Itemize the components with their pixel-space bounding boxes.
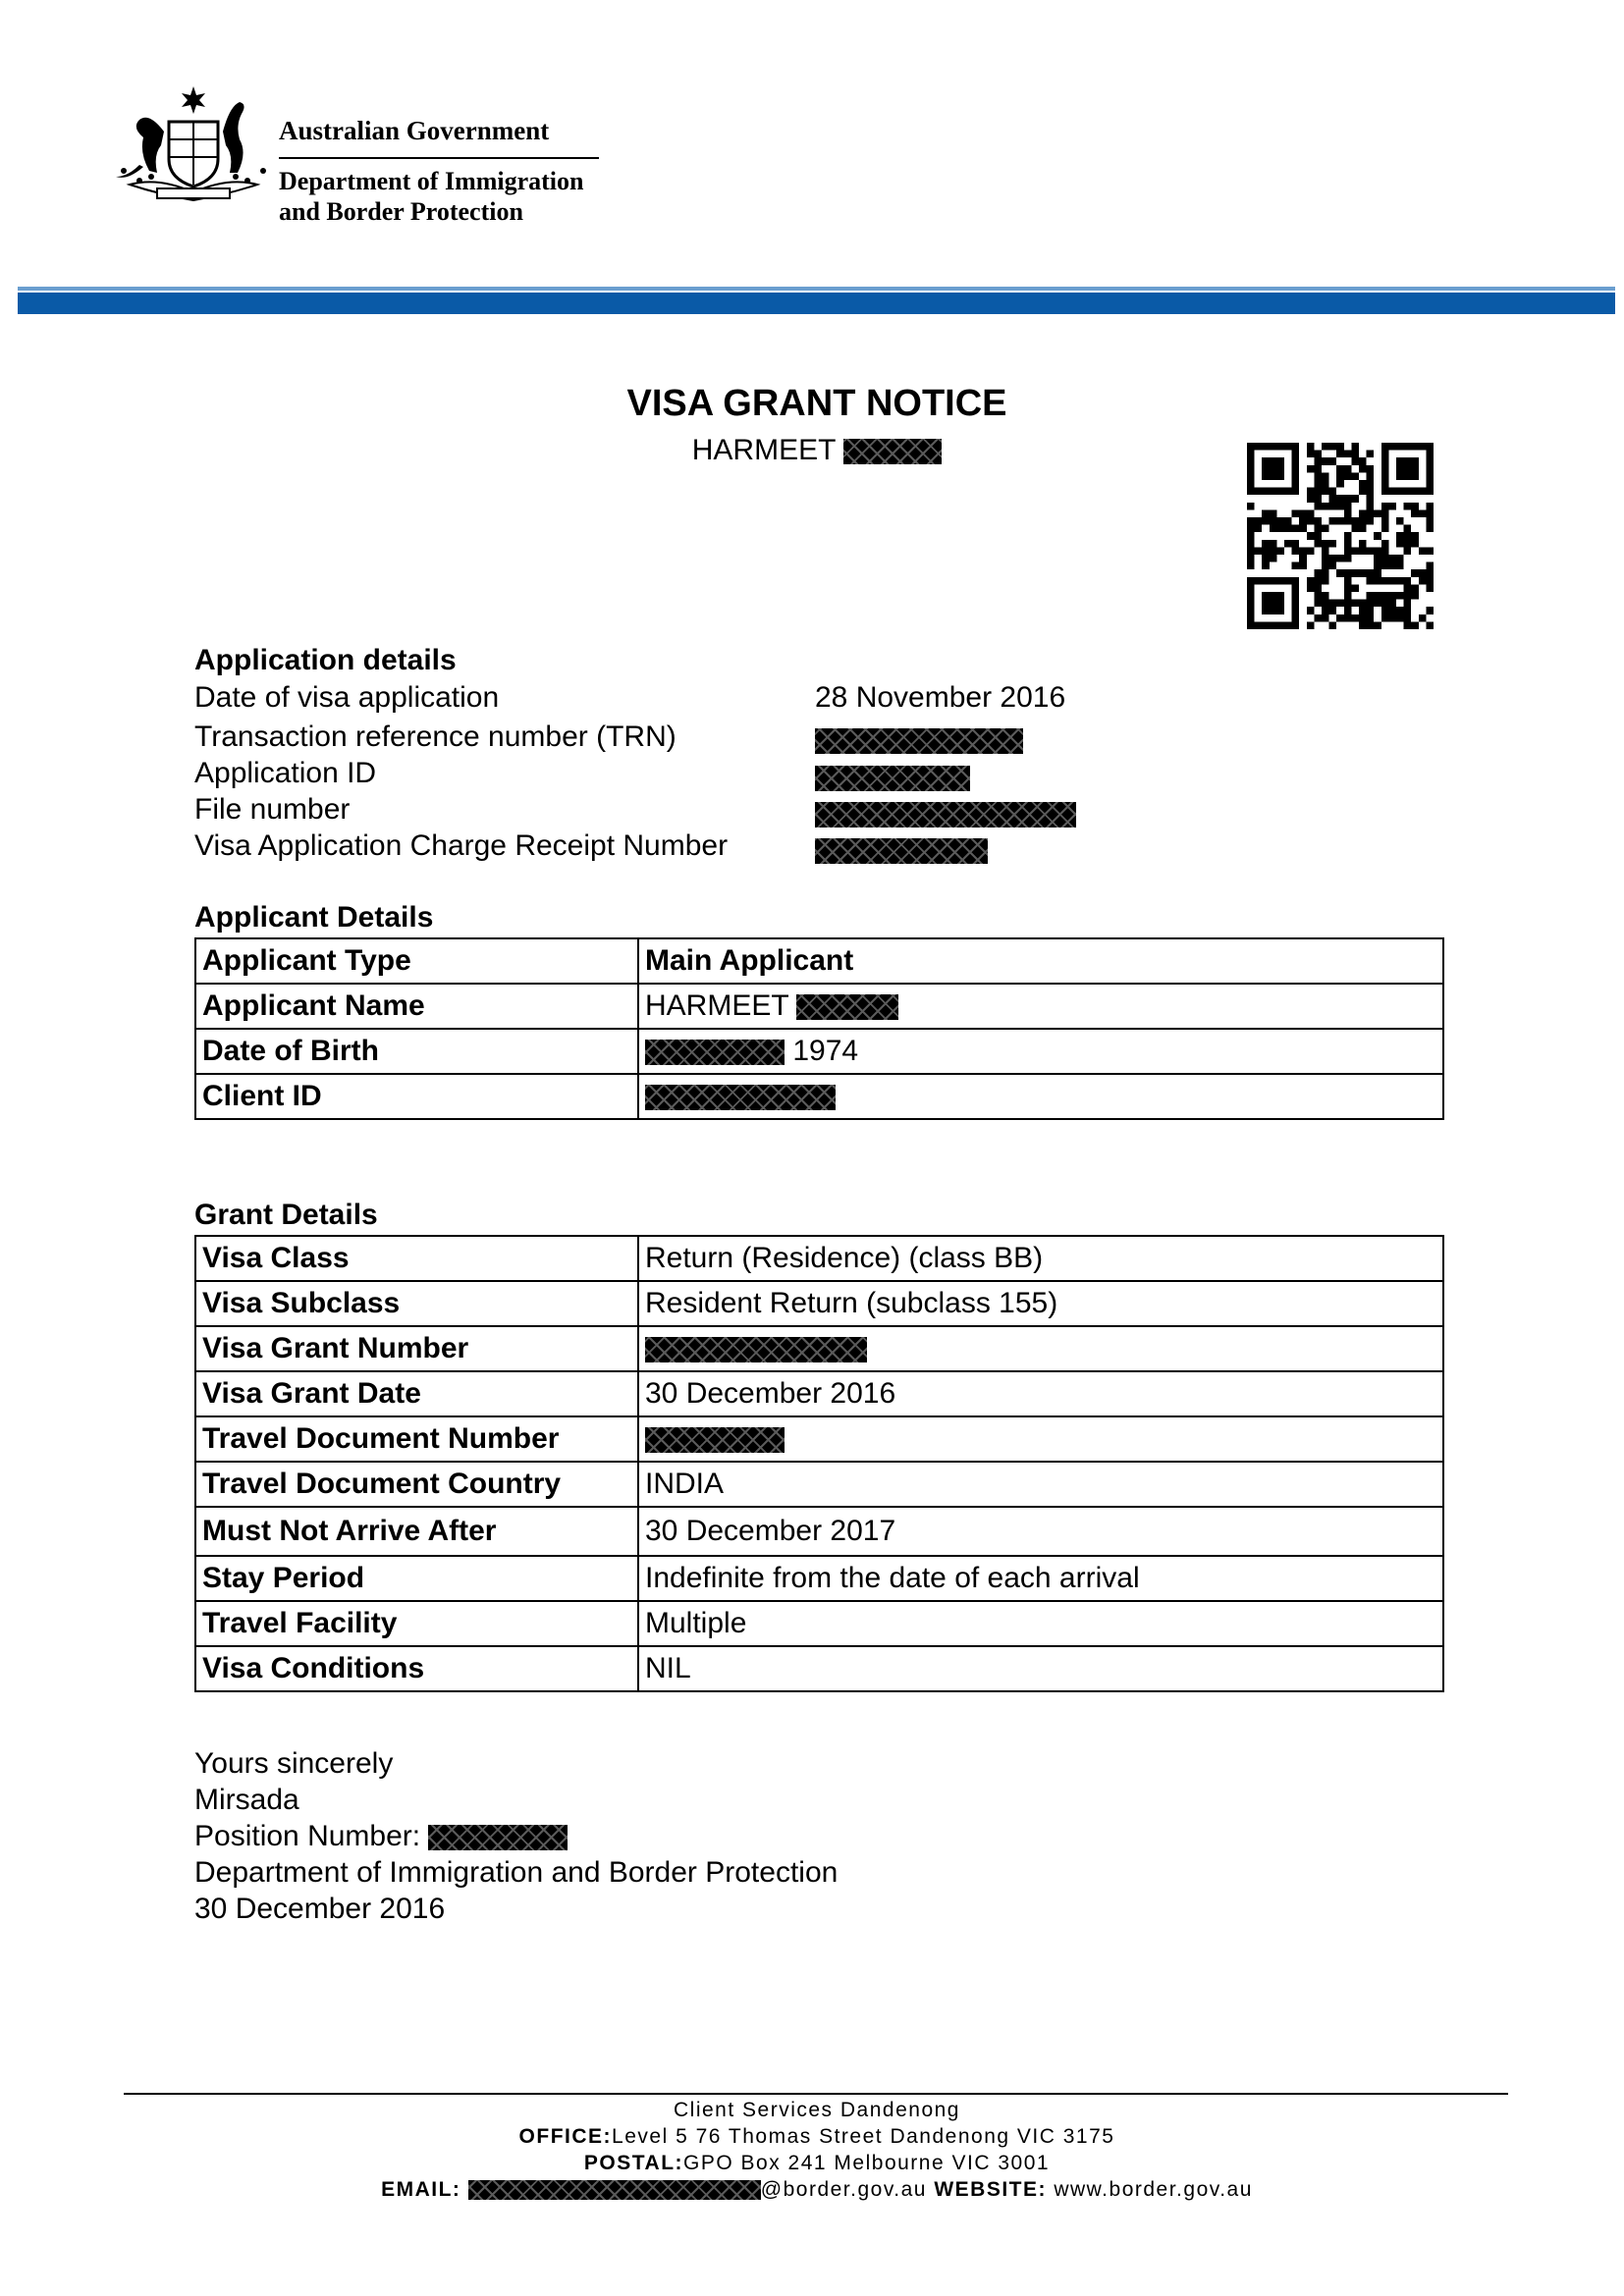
coat-of-arms-logo [110, 82, 277, 206]
position-number-label: Position Number: [194, 1820, 421, 1852]
table-key: Must Not Arrive After [195, 1507, 638, 1556]
app-detail-label: Date of visa application [194, 681, 500, 714]
table-row [195, 1556, 1443, 1601]
redacted-surname [843, 439, 942, 464]
table-value [638, 1029, 1443, 1074]
redacted-email-user [468, 2180, 761, 2200]
footer-website-link[interactable]: www.border.gov.au [1054, 2178, 1253, 2201]
table-key: Date of Birth [195, 1029, 638, 1074]
table-row [195, 1371, 1443, 1416]
redacted-file-number [815, 802, 1076, 828]
redacted-application-id [815, 766, 970, 791]
table-key: Stay Period [195, 1556, 638, 1601]
redacted-travel-document-number [645, 1427, 785, 1453]
redacted-surname [796, 994, 898, 1020]
app-detail-label: Application ID [194, 757, 377, 789]
table-value: Multiple [638, 1601, 1443, 1646]
footer-postal-address: GPO Box 241 Melbourne VIC 3001 [683, 2152, 1051, 2174]
table-key: Client ID [195, 1074, 638, 1119]
department-name-line2: and Border Protection [279, 197, 523, 226]
header-divider [279, 157, 599, 159]
redacted-trn [815, 728, 1023, 754]
closing-line: Yours sincerely [194, 1747, 394, 1780]
department-name-line1: Department of Immigration [279, 167, 584, 195]
table-value [638, 1326, 1443, 1371]
redacted-client-id [645, 1085, 836, 1110]
redacted-birth-date [645, 1040, 785, 1065]
table-key: Visa Conditions [195, 1646, 638, 1691]
redacted-receipt-number [815, 838, 988, 864]
table-value: Indefinite from the date of each arrival [638, 1556, 1443, 1601]
table-key: Visa Grant Number [195, 1326, 638, 1371]
table-key: Travel Facility [195, 1601, 638, 1646]
footer-website-label: WEBSITE: [934, 2178, 1047, 2201]
table-row [195, 1029, 1443, 1074]
footer-office-label: OFFICE: [518, 2125, 613, 2148]
table-value: Resident Return (subclass 155) [638, 1281, 1443, 1326]
table-value: Main Applicant [638, 938, 1443, 984]
signatory-department: Department of Immigration and Border Protection [194, 1856, 839, 1889]
table-row [195, 1326, 1443, 1371]
table-key: Applicant Type [195, 938, 638, 984]
table-key: Travel Document Country [195, 1462, 638, 1507]
grant-details-heading: Grant Details [194, 1199, 378, 1231]
table-row [195, 1416, 1443, 1462]
footer-postal-line [0, 2152, 1624, 2175]
footer-contact-line [0, 2178, 1624, 2202]
footer-divider [124, 2093, 1508, 2095]
table-key: Applicant Name [195, 984, 638, 1029]
signatory-name: Mirsada [194, 1784, 299, 1816]
redacted-position-number [428, 1825, 568, 1850]
table-row [195, 1236, 1443, 1281]
page-title: VISA GRANT NOTICE [626, 383, 1007, 424]
table-row [195, 1281, 1443, 1326]
header-banner-highlight [18, 287, 1615, 291]
table-value: 30 December 2016 [638, 1371, 1443, 1416]
birth-year-value: 1974 [792, 1035, 859, 1067]
redacted-grant-number [645, 1337, 867, 1362]
app-detail-label: Visa Application Charge Receipt Number [194, 829, 729, 862]
table-row [195, 1601, 1443, 1646]
footer-office-line [0, 2125, 1624, 2149]
table-row [195, 1507, 1443, 1556]
grant-details-table [194, 1235, 1444, 1692]
qr-code [1247, 443, 1434, 629]
table-value: Return (Residence) (class BB) [638, 1236, 1443, 1281]
app-detail-value: 28 November 2016 [815, 681, 1066, 714]
footer-office-address: Level 5 76 Thomas Street Dandenong VIC 3175 [612, 2125, 1115, 2148]
app-detail-label: File number [194, 793, 351, 826]
table-row [195, 984, 1443, 1029]
government-name: Australian Government [279, 116, 550, 145]
table-value: 30 December 2017 [638, 1507, 1443, 1556]
applicant-first-name: HARMEET [691, 434, 836, 466]
footer-email-domain[interactable]: @border.gov.au [760, 2178, 927, 2201]
applicant-name-value: HARMEET [645, 989, 789, 1022]
footer-email-label: EMAIL: [381, 2178, 461, 2201]
table-value [638, 1074, 1443, 1119]
table-key: Visa Subclass [195, 1281, 638, 1326]
footer-postal-label: POSTAL: [583, 2152, 684, 2174]
table-value: NIL [638, 1646, 1443, 1691]
table-row [195, 1074, 1443, 1119]
footer-office-name: Client Services Dandenong [674, 2099, 960, 2121]
table-key: Visa Grant Date [195, 1371, 638, 1416]
table-row [195, 1646, 1443, 1691]
table-key: Travel Document Number [195, 1416, 638, 1462]
table-value [638, 984, 1443, 1029]
table-value [638, 1416, 1443, 1462]
signature-date: 30 December 2016 [194, 1893, 446, 1925]
header-banner [18, 293, 1615, 314]
applicant-details-heading: Applicant Details [194, 901, 434, 934]
application-details-heading: Application details [194, 644, 457, 676]
position-number-line [194, 1820, 568, 1853]
table-key: Visa Class [195, 1236, 638, 1281]
app-detail-label: Transaction reference number (TRN) [194, 721, 677, 753]
applicant-details-table [194, 937, 1444, 1120]
table-value: INDIA [638, 1462, 1443, 1507]
table-row [195, 938, 1443, 984]
table-row [195, 1462, 1443, 1507]
